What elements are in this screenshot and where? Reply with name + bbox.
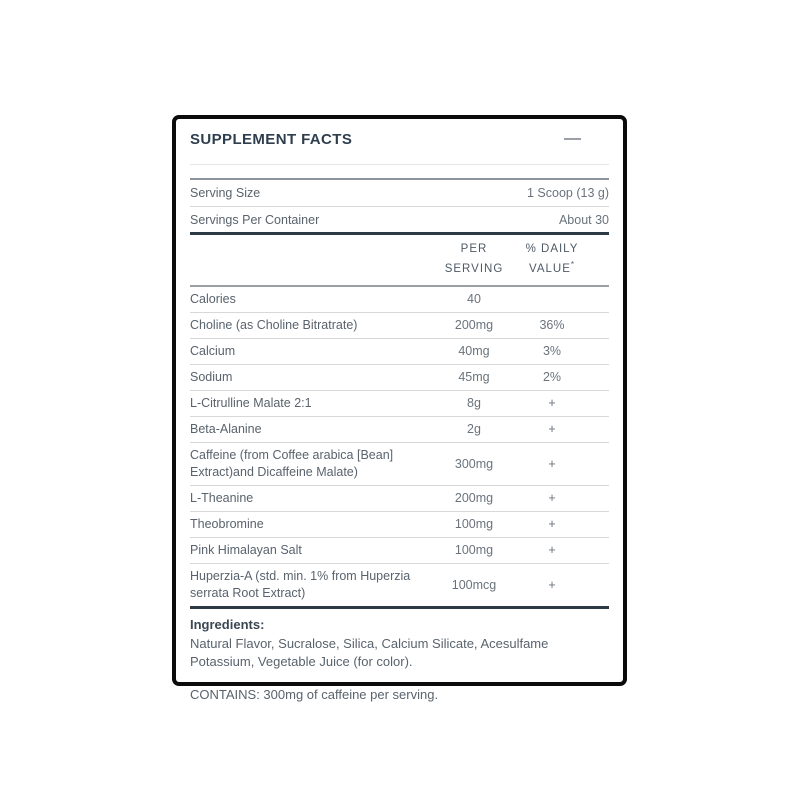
ingredient-name-cell: L-Theanine — [190, 490, 254, 505]
daily-value-cell: + — [548, 491, 556, 506]
per-serving-cell: 100mcg — [451, 577, 497, 592]
per-serving-header-text: PER SERVING — [444, 243, 504, 275]
per-serving-cell: 2g — [467, 422, 481, 437]
per-serving-cell: 40mg — [458, 344, 490, 359]
daily-value-header-text: % DAILY VALUE — [525, 243, 579, 275]
facts-table — [190, 235, 609, 609]
ingredient-name-cell: Calories — [190, 291, 236, 306]
daily-value-cell: + — [548, 396, 556, 411]
table-row — [190, 564, 609, 609]
per-serving-cell: 100mg — [454, 517, 494, 532]
serving-info-table — [190, 178, 609, 235]
supplement-facts-panel — [172, 115, 627, 702]
per-serving-cell: 200mg — [454, 491, 494, 506]
table-row — [190, 538, 609, 564]
table-row — [190, 417, 609, 443]
per-serving-cell: 45mg — [458, 370, 490, 385]
servings-per-container-label: Servings Per Container — [190, 212, 320, 227]
daily-value-cell: 3% — [542, 344, 562, 359]
ingredient-name-cell: Beta-Alanine — [190, 421, 262, 436]
table-row — [190, 339, 609, 365]
table-row — [190, 365, 609, 391]
ingredient-name-cell: Choline (as Choline Bitratrate) — [190, 317, 358, 332]
ingredient-name-cell: Theobromine — [190, 516, 264, 531]
per-serving-cell: 40 — [467, 292, 481, 307]
daily-value-cell: + — [548, 456, 556, 471]
header-divider — [190, 164, 609, 165]
daily-value-cell: + — [548, 543, 556, 558]
column-header-per-serving — [439, 242, 509, 277]
contains-statement: CONTAINS: 300mg of caffeine per serving. — [190, 686, 439, 702]
servings-per-container-row — [190, 206, 609, 232]
ingredient-name-cell: L-Citrulline Malate 2:1 — [190, 395, 312, 410]
table-row — [190, 391, 609, 417]
per-serving-cell: 8g — [467, 396, 481, 411]
table-row — [190, 313, 609, 339]
table-row — [190, 443, 609, 486]
ingredient-name-cell: Caffeine (from Coffee arabica [Bean] Extract)and Dicaffeine Malate) — [190, 447, 394, 479]
per-serving-cell: 100mg — [454, 543, 494, 558]
collapse-minus-icon[interactable] — [564, 138, 581, 140]
per-serving-cell: 200mg — [454, 318, 494, 333]
ingredient-name-cell: Calcium — [190, 343, 236, 358]
per-serving-cell: 300mg — [454, 456, 494, 471]
daily-value-cell: + — [548, 517, 556, 532]
panel-title: SUPPLEMENT FACTS — [190, 130, 353, 148]
serving-size-row — [190, 180, 609, 206]
ingredients-label: Ingredients: — [190, 616, 265, 632]
serving-size-label: Serving Size — [190, 186, 261, 200]
ingredient-name-cell: Huperzia-A (std. min. 1% from Huperzia serrata Root Extract) — [190, 568, 411, 600]
servings-per-container-value: About 30 — [558, 212, 609, 227]
panel-header — [190, 126, 609, 152]
facts-table-header — [190, 235, 609, 287]
daily-value-cell: 36% — [539, 318, 565, 333]
daily-value-header-sup: * — [570, 260, 575, 269]
ingredient-name-cell: Pink Himalayan Salt — [190, 542, 302, 557]
ingredients-section — [190, 616, 609, 702]
daily-value-cell: + — [548, 577, 556, 592]
column-header-daily-value — [517, 242, 587, 277]
ingredients-text: Natural Flavor, Sucralose, Silica, Calcium Silicate, Acesulfame Potassium, Vegetable Juice (for color). — [190, 635, 549, 670]
ingredient-name-cell: Sodium — [190, 369, 233, 384]
table-row — [190, 287, 609, 313]
column-spacer — [190, 242, 431, 277]
daily-value-cell: 2% — [542, 370, 562, 385]
daily-value-cell: + — [548, 422, 556, 437]
table-row — [190, 486, 609, 512]
table-row — [190, 512, 609, 538]
serving-size-value: 1 Scoop (13 g) — [527, 186, 609, 200]
